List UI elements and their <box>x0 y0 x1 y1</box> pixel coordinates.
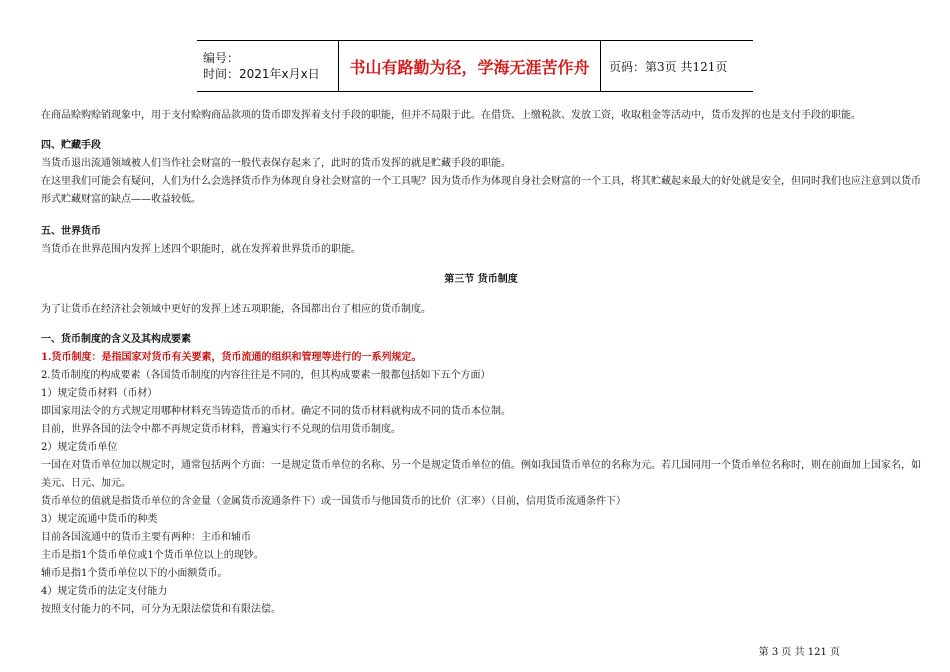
list-item: 即国家用法令的方式规定用哪种材料充当铸造货币的币材。确定不同的货币材料就构成不同的货币本位制。 <box>41 406 511 417</box>
heading-world-money: 五、世界货币 <box>41 226 101 237</box>
paragraph: 当货币在世界范围内发挥上述四个职能时，就在发挥着世界货币的职能。 <box>41 244 361 255</box>
heading-monetary-system: 一、货币制度的含义及其构成要素 <box>41 334 191 345</box>
list-item: 目前各国流通中的货币主要有两种：主币和辅币 <box>41 532 251 543</box>
list-item: 2.货币制度的构成要素（各国货币制度的内容往往是不同的，但其构成要素一般都包括如下五个方面） <box>41 370 491 381</box>
header-page-info <box>601 41 753 91</box>
list-item: 货币单位的值就是指货币单位的含金量（金属货币流通条件下）或一国货币与他国货币的比价（汇率）（目前，信用货币流通条件下） <box>41 496 626 507</box>
header-motto-cell <box>339 41 601 91</box>
list-item: 一国在对货币单位加以规定时，通常包括两个方面：一是规定货币单位的名称、另一个是规定货币单位的值。例如我国货币单位的名称为元。若几国同用一个货币单位名称时，则在前面加上国家名，如美元、日元、加元。 <box>41 460 921 489</box>
list-item: 目前，世界各国的法令中都不再规定货币材料，普遍实行不兑现的信用货币制度。 <box>41 424 401 435</box>
list-item: 主币是指1个货币单位或1个货币单位以上的现钞。 <box>41 550 264 561</box>
list-item: 2）规定货币单位 <box>41 442 118 453</box>
paragraph: 为了让货币在经济社会领域中更好的发挥上述五项职能，各国都出台了相应的货币制度。 <box>41 304 431 315</box>
list-item: 辅币是指1个货币单位以下的小面额货币。 <box>41 568 228 579</box>
time-label: 时间：2021年x月x日 <box>203 67 320 81</box>
heading-storage: 四、贮藏手段 <box>41 140 101 151</box>
definition: 1.货币制度：是指国家对货币有关要素，货币流通的组织和管理等进行的一系列规定。 <box>41 352 422 363</box>
list-item: 按照支付能力的不同，可分为无限法偿货和有限法偿。 <box>41 604 281 615</box>
section-title: 第三节 货币制度 <box>444 274 518 285</box>
list-item: 3）规定流通中货币的种类 <box>41 514 158 525</box>
list-item: 1）规定货币材料（币材） <box>41 388 158 399</box>
page-header <box>197 40 753 92</box>
page-footer: 第 3 页 共 121 页 <box>758 647 840 658</box>
paragraph: 当货币退出流通领域被人们当作社会财富的一般代表保存起来了，此时的货币发挥的就是贮藏手段的职能。 <box>41 158 511 169</box>
motto: 书山有路勤为径，学海无涯苦作舟 <box>349 57 590 77</box>
paragraph: 在这里我们可能会有疑问，人们为什么会选择货币作为体现自身社会财富的一个工具呢？因为货币作为体现自身社会财富的一个工具，将其贮藏起来最大的好处就是安全，但同时我们也应注意到以货币形式贮藏财富的缺点——收益较低。 <box>41 176 921 205</box>
paragraph: 在商品赊购赊销现象中，用于支付赊购商品款项的货币即发挥着支付手段的职能，但并不局限于此。在借贷、上缴税款、发放工资，收取租金等活动中，货币发挥的也是支付手段的职能。 <box>41 110 861 121</box>
header-meta <box>197 41 339 91</box>
list-item: 4）规定货币的法定支付能力 <box>41 586 168 597</box>
document-body <box>41 107 921 619</box>
page-info: 页码：第3页 共121页 <box>609 59 728 74</box>
number-label: 编号： <box>203 51 240 65</box>
